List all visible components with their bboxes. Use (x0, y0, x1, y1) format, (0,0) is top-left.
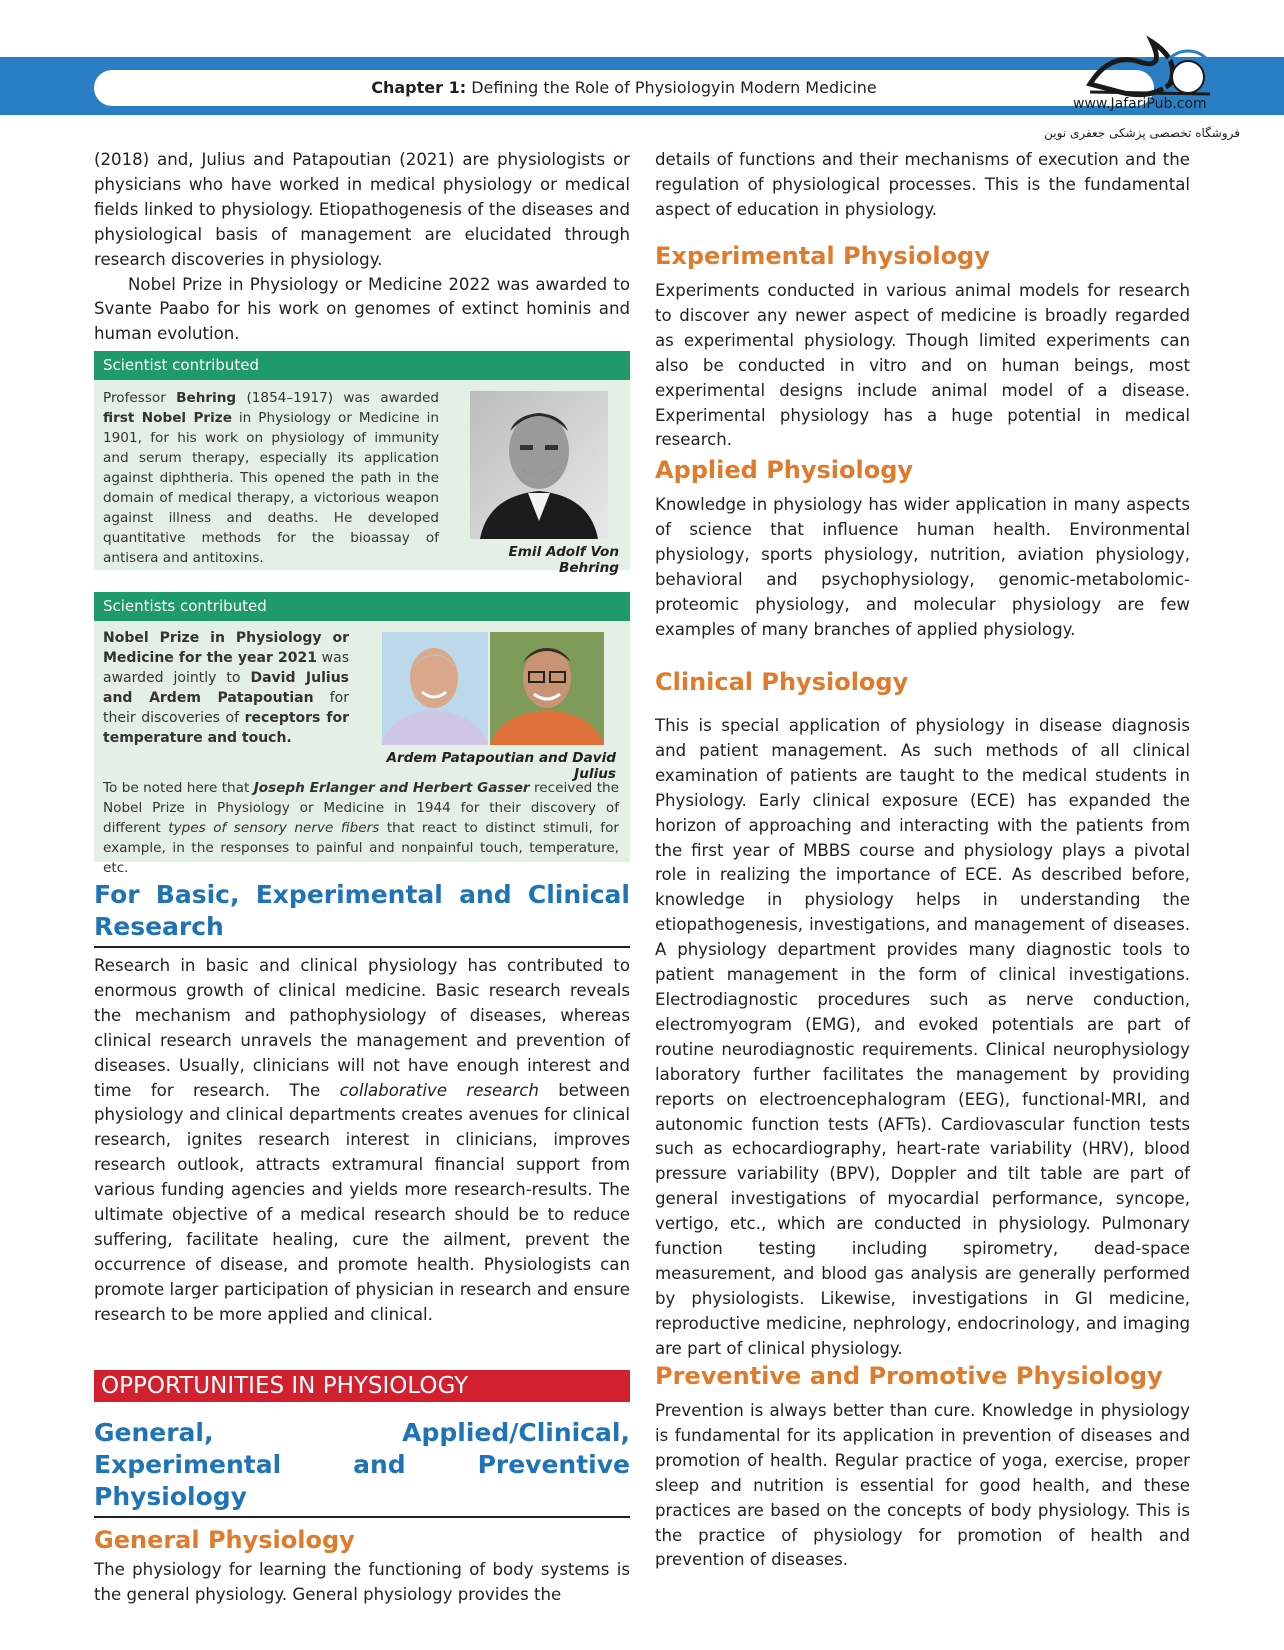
chapter-header (94, 70, 1154, 106)
research-heading: For Basic, Experimental and Clinical Research (94, 880, 630, 941)
opportunities-bar: OPPORTUNITIES IN PHYSIOLOGY (94, 1370, 630, 1402)
applied-section (655, 454, 1190, 642)
preventive-text: Prevention is always better than cure. Knowledge in physiology is fundamental for its application in prevention of diseases and promotion of health. Regular practice of yoga, exercise, proper sleep and nutrition is essential for good health, and these practices are based on the concepts of body physiology. This is the practice of physiology for promotion of health and prevention of diseases. (655, 1401, 1190, 1570)
applied-heading: Applied Physiology (655, 456, 914, 484)
box-heading: Scientists contributed (94, 592, 630, 621)
erlanger-gasser-note: To be noted here that Joseph Erlanger and Herbert Gasser received the Nobel Prize in Physiology or Medicine in 1944 for their discovery of different types of sensory nerve fibers that react to distinct stimuli, for example, in the responses to painful and nonpainful touch, temperature, etc. (103, 780, 620, 876)
experimental-heading: Experimental Physiology (655, 242, 990, 270)
behring-caption: Emil Adolf Von Behring (508, 544, 619, 576)
publisher-persian-text: فروشگاه تخصصی پزشکی جعفری نوین (1044, 126, 1240, 140)
general-section (94, 1417, 630, 1608)
scientists-box-2021 (94, 592, 630, 876)
chapter-title: Defining the Role of Physiologyin Modern Medicine (471, 78, 877, 97)
nobel-2021-text: Nobel Prize in Physiology or Medicine for the year 2021 was awarded jointly to David Julius and Ardem Patapoutian for their discoveries of receptors for temperature and touch. (103, 630, 350, 746)
applied-text: Knowledge in physiology has wider application in many aspects of science that influence human health. Environmental physiology, sports physiology, nutrition, aviation physiology, behavioral and psychophysiology, genomic-metabolomic-proteomic physiology, and molecular physiology are few examples of many branches of applied physiology. (655, 495, 1190, 639)
continuation-text: details of functions and their mechanisms of execution and the regulation of physiological processes. This is the fundamental aspect of education in physiology. (655, 150, 1190, 219)
intro-paragraph-2: Nobel Prize in Physiology or Medicine 2022 was awarded to Svante Paabo for his work on genomes of extinct hominis and human evolution. (94, 274, 630, 344)
experimental-section (655, 240, 1190, 453)
right-continuation (655, 148, 1190, 223)
left-intro (94, 148, 630, 347)
scientist-box-behring (94, 351, 630, 576)
clinical-text: This is special application of physiology in disease diagnosis and patient management. As such methods of all clinical examination of patients are taught to the medical students in Physiology. Early clinical exposure (ECE) has expanded the horizon of approaching and interacting with the patients from the first year of MBBS course and physiology plays a pivotal role in realizing the importance of ECE. As described before, knowledge in physiology helps in understanding the etiopathogenesis, investigations, and management of diseases. A physiology department provides many diagnostic tools to patient management in the form of clinical investigations. Electrodiagnostic procedures such as nerve conduction, electromyogram (EMG), and evoked potentials are part of routine neurodiagnostic requirements. Clinical neurophysiology laboratory further facilitates the management by providing reports on electroencephalogram (EEG), functional-MRI, and autonomic function tests (AFTs). Cardiovascular function tests such as echocardiography, heart-rate variability (HRV), blood pressure variability (BPV), Doppler and tilt table are part of general investigations of myocardial performance, syncope, vertigo, etc., which are conducted in physiology. Pulmonary function testing including spirometry, dead-space measurement, and blood gas analysis are generally performed by physiologists. Likewise, investigations in GI medicine, reproductive medicine, nephrology, endocrinology, and imaging are part of clinical physiology. (655, 716, 1190, 1358)
general-physiology-heading: General Physiology (94, 1526, 355, 1554)
research-section (94, 879, 630, 1328)
intro-paragraph-1: (2018) and, Julius and Patapoutian (2021) are physiologists or physicians who have worked in medical physiology or medical fields linked to physiology. Etiopathogenesis of the diseases and physiological basis of management are elucidated through research discoveries in physiology. (94, 150, 630, 269)
general-applied-heading: General, Applied/Clinical, Experimental and Preventive Physiology (94, 1418, 630, 1511)
research-paragraph: Research in basic and clinical physiology has contributed to enormous growth of clinical medicine. Basic research reveals the mechanism and pathophysiology of diseases, whereas clinical research unravels the management and prevention of diseases. Usually, clinicians will not have enough interest and time for research. The collaborative research between physiology and clinical departments creates avenues for clinical research, ignites research interest in clinicians, improves research outlook, attracts extramural financial support from various funding agencies and yields more research-results. The ultimate objective of a medical research should be to reduce suffering, facilitate healing, cure the ailment, prevent the occurrence of disease, and promote health. Physiologists can promote larger participation of physician in research and ensure research to be more applied and clinical. (94, 956, 630, 1324)
box-heading: Scientist contributed (94, 351, 630, 380)
clinical-section (655, 666, 1190, 1362)
general-physiology-text: The physiology for learning the functioning of body systems is the general physiology. General physiology provides the (94, 1560, 630, 1604)
preventive-heading: Preventive and Promotive Physiology (655, 1362, 1163, 1390)
behring-text: Professor Behring (1854–1917) was awarded first Nobel Prize in Physiology or Medicine in 1901, for his work on physiology of immunity and serum therapy, especially its application against diphtheria. This opened the path in the domain of medical therapy, a victorious weapon against illness and deaths. He developed quantitative methods for the bioassay of antisera and antitoxins. (103, 390, 440, 566)
experimental-text: Experiments conducted in various animal models for research to discover any newer aspect of medicine is broadly regarded as experimental physiology. Though limited experiments can also be conducted in vitro and on human beings, most experimental designs include animal model of a disease. Experimental physiology has a huge potential in medical research. (655, 281, 1190, 450)
patapoutian-julius-caption: Ardem Patapoutian and David Julius (386, 750, 616, 782)
preventive-section (655, 1360, 1190, 1573)
behring-portrait-photo (470, 391, 608, 539)
chapter-label: Chapter 1: (371, 78, 467, 97)
clinical-heading: Clinical Physiology (655, 668, 909, 696)
publisher-url: www.JafariPub.com (1073, 96, 1207, 112)
patapoutian-julius-photo (382, 632, 604, 745)
